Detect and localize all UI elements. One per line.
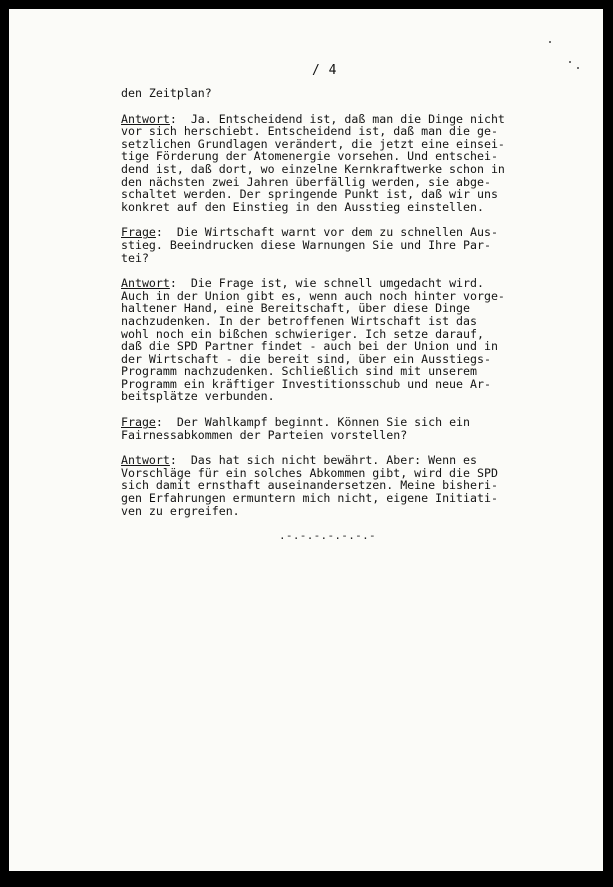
question-continuation <box>121 87 541 100</box>
line-text: : Das hat sich nicht bewährt. Aber: Wenn es <box>169 453 477 468</box>
line-text: vor sich herschiebt. Entscheidend ist, daß man die ge- <box>121 124 498 139</box>
scan-speck <box>549 41 551 43</box>
line-text: den Zeitplan? <box>121 86 212 100</box>
question-paragraph <box>121 416 541 441</box>
line-text: Programm ein kräftiger Investitionsschub und neue Ar- <box>121 376 491 391</box>
question-paragraph <box>121 226 541 264</box>
line-text: tei? <box>121 250 149 265</box>
answer-label: Antwort <box>121 276 170 291</box>
line-text: konkret auf den Einstieg in den Ausstieg einstellen. <box>121 199 484 214</box>
line-text: beitsplätze verbunden. <box>121 389 275 404</box>
line-text: dend ist, daß dort, wo einzelne Kernkraftwerke schon in <box>121 161 505 176</box>
line-text: schaltet werden. Der springende Punkt ist, daß wir uns <box>121 187 498 202</box>
line-text: daß die SPD Partner findet - auch bei der Union und in <box>121 339 498 354</box>
line-text: der Wirtschaft - die bereit sind, über ein Ausstiegs- <box>121 351 491 366</box>
text-line <box>121 429 541 442</box>
line-text: : Die Wirtschaft warnt vor dem zu schnellen Aus- <box>155 225 498 240</box>
text-line <box>121 505 541 518</box>
line-text: tige Förderung der Atomenergie vorsehen. Und entschei- <box>121 149 498 164</box>
answer-paragraph <box>121 113 541 214</box>
scan-speck <box>577 67 579 69</box>
text-line <box>121 87 541 100</box>
line-text: Auch in der Union gibt es, wenn auch noch hinter vorge- <box>121 288 505 303</box>
answer-paragraph <box>121 277 541 403</box>
line-text: den nächsten zwei Jahren überfällig werden, sie abge- <box>121 174 491 189</box>
line-text: gen Erfahrungen ermuntern mich nicht, eigene Initiati- <box>121 491 498 506</box>
text-line <box>121 201 541 214</box>
line-text: setzlichen Grundlagen verändert, die jetzt eine einsei- <box>121 136 505 151</box>
line-text: Vorschläge für ein solches Abkommen gibt, wird die SPD <box>121 465 498 480</box>
answer-label: Antwort <box>121 111 170 126</box>
line-text: : Der Wahlkampf beginnt. Können Sie sich ein <box>155 415 471 430</box>
answer-label: Antwort <box>121 453 170 468</box>
text-line <box>121 239 541 252</box>
text-line <box>121 390 541 403</box>
line-text: stieg. Beeindrucken diese Warnungen Sie und Ihre Par- <box>121 237 491 252</box>
page-number: / 4 <box>312 63 337 78</box>
line-text: Fairnessabkommen der Parteien vorstellen? <box>121 427 408 442</box>
text-line <box>121 252 541 265</box>
line-text: ven zu ergreifen. <box>121 503 240 518</box>
scan-speck <box>569 61 571 63</box>
line-text: : Ja. Entscheidend ist, daß man die Dinge nicht <box>169 111 505 126</box>
line-text: Programm nachzudenken. Schließlich sind mit unserem <box>121 364 477 379</box>
line-text: wohl noch ein bißchen schwieriger. Ich setze darauf, <box>121 326 484 341</box>
line-text: haltener Hand, eine Bereitschaft, über diese Dinge <box>121 301 471 316</box>
line-text: sich damit ernsthaft auseinandersetzen. Meine bisheri- <box>121 478 498 493</box>
answer-paragraph <box>121 454 541 517</box>
question-label: Frage <box>121 225 156 240</box>
document-page <box>9 9 603 871</box>
question-label: Frage <box>121 415 156 430</box>
line-text: : Die Frage ist, wie schnell umgedacht wird. <box>169 276 484 291</box>
end-separator: .-.-.-.-.-.-.- <box>279 529 376 542</box>
interview-text <box>121 87 541 530</box>
line-text: nachzudenken. In der betroffenen Wirtschaft ist das <box>121 313 477 328</box>
